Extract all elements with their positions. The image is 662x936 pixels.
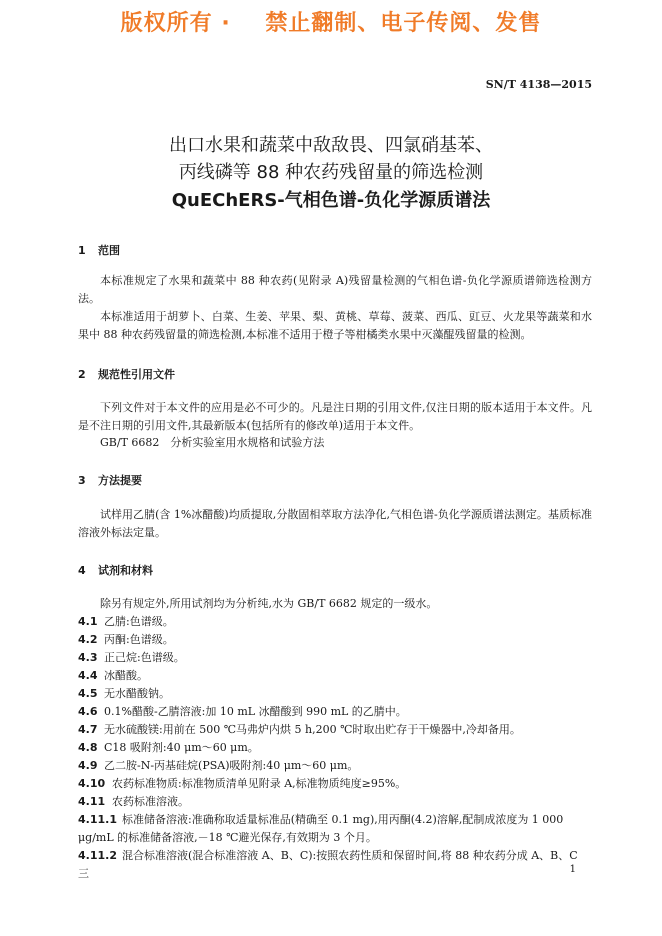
- list-item: 4.3 正己烷:色谱级。: [78, 651, 185, 664]
- section-title: 方法提要: [98, 474, 142, 487]
- title-line-1: 出口水果和蔬菜中敌敌畏、四氯硝基苯、: [169, 135, 493, 156]
- list-item: 4.1 乙腈:色谱级。: [78, 615, 174, 628]
- section-heading-scope: [78, 242, 120, 258]
- paragraph: 下列文件对于本文件的应用是必不可少的。凡是注日期的引用文件,仅注日期的版本适用于本文件。凡是不注日期的引用文件,其最新版本(包括所有的修改单)适用于本文件。: [78, 401, 592, 432]
- reference-entry: GB/T 6682 分析实验室用水规格和试验方法: [100, 436, 325, 449]
- paragraph: 本标准规定了水果和蔬菜中 88 种农药(见附录 A)残留量检测的气相色谱-负化学源质谱筛选检测方法。: [78, 274, 592, 305]
- section-number: 4: [78, 564, 86, 577]
- section-heading-normative-refs: [78, 366, 175, 382]
- section-heading-reagents: [78, 562, 153, 578]
- section-number: 3: [78, 474, 86, 487]
- paragraph: 试样用乙腈(含 1%冰醋酸)均质提取,分散固相萃取方法净化,气相色谱-负化学源质谱法测定。基质标准溶液外标法定量。: [78, 508, 592, 539]
- section-number: 2: [78, 368, 86, 381]
- list-item: 4.9 乙二胺-N-丙基硅烷(PSA)吸附剂:40 μm～60 μm。: [78, 759, 359, 772]
- paragraph: 本标准适用于胡萝卜、白菜、生姜、苹果、梨、黄桃、草莓、菠菜、西瓜、豇豆、火龙果等蔬菜和水果中 88 种农药残留量的筛选检测,本标准不适用于橙子等柑橘类水果中灭藻醌残留量的检测。: [78, 310, 592, 341]
- list-item: 4.5 无水醋酸钠。: [78, 687, 170, 700]
- copyright-banner: 版权所有 · 禁止翻制、电子传阅、发售: [120, 11, 542, 36]
- title-line-3: QuEChERS-气相色谱-负化学源质谱法: [171, 190, 491, 211]
- paragraph: 除另有规定外,所用试剂均为分析纯,水为 GB/T 6682 规定的一级水。: [100, 597, 438, 610]
- list-item: 4.11 农药标准溶液。: [78, 795, 189, 808]
- title-line-2: 丙线磷等 88 种农药残留量的筛选检测: [178, 162, 484, 183]
- list-item: 4.11.2 混合标准溶液(混合标准溶液 A、B、C):按照农药性质和保留时间,将 88 种农药分成 A、B、C 三: [78, 849, 578, 880]
- section-title: 试剂和材料: [98, 564, 153, 577]
- standard-number: SN/T 4138—2015: [485, 78, 592, 91]
- list-item: 4.11.1 标准储备溶液:准确称取适量标准品(精确至 0.1 mg),用丙酮(4.2)溶解,配制成浓度为 1 000 μg/mL 的标准储备溶液,－18 ℃避光保存,有效期为 3 个月。: [78, 813, 564, 844]
- list-item: 4.8 C18 吸附剂:40 μm～60 μm。: [78, 741, 259, 754]
- list-item: 4.7 无水硫酸镁:用前在 500 ℃马弗炉内烘 5 h,200 ℃时取出贮存于干燥器中,冷却备用。: [78, 723, 521, 736]
- section-number: 1: [78, 244, 86, 257]
- page-number: 1: [569, 864, 576, 875]
- list-item: 4.6 0.1%醋酸-乙腈溶液:加 10 mL 冰醋酸到 990 mL 的乙腈中。: [78, 705, 407, 718]
- section-title: 范围: [98, 244, 120, 257]
- list-item: 4.10 农药标准物质:标准物质清单见附录 A,标准物质纯度≥95%。: [78, 777, 407, 790]
- list-item: 4.4 冰醋酸。: [78, 669, 148, 682]
- section-title: 规范性引用文件: [98, 368, 175, 381]
- list-item: 4.2 丙酮:色谱级。: [78, 633, 174, 646]
- section-heading-method: [78, 472, 142, 488]
